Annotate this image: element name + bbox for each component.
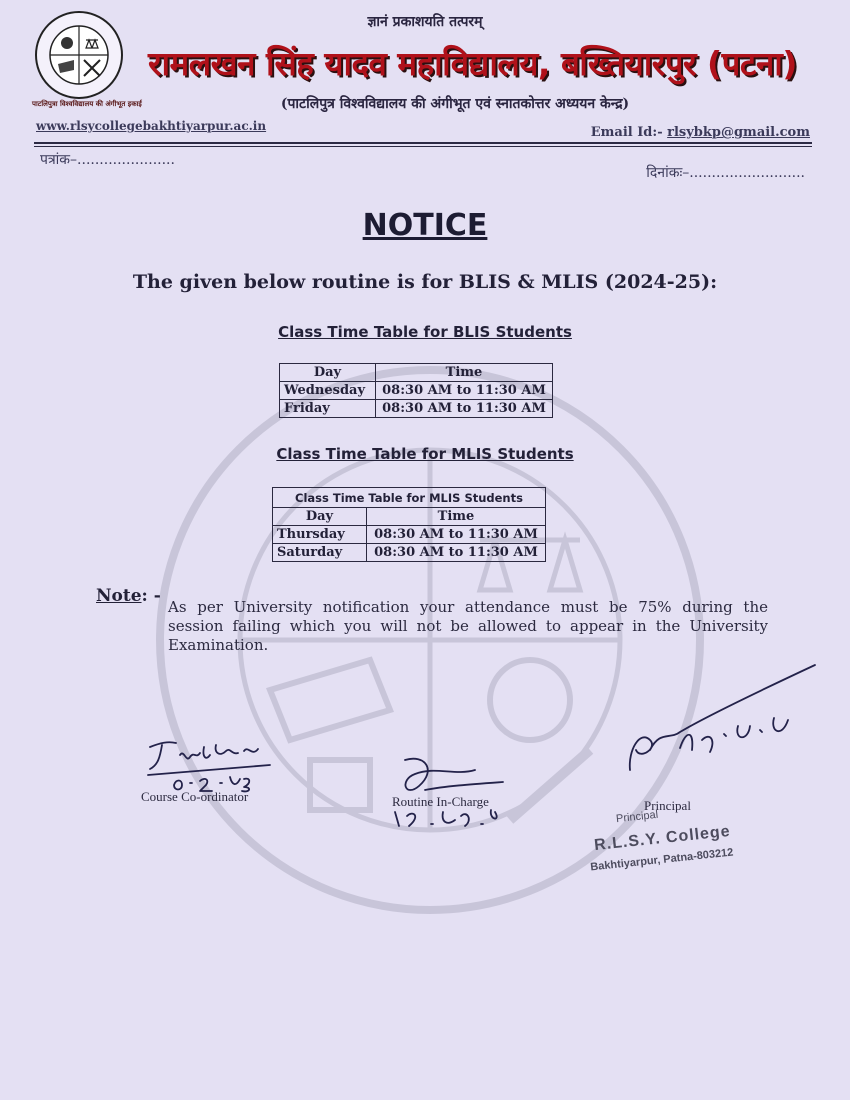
- college-motto: ज्ञानं प्रकाशयति तत्परम्: [367, 14, 483, 30]
- college-name: रामलखन सिंह यादव महाविद्यालय, बख्तियारपुर (पटना): [148, 44, 797, 83]
- table-header-row: [273, 508, 546, 526]
- principal-signature: [620, 660, 820, 780]
- routine-incharge-signature: [385, 750, 515, 835]
- coordinator-signature: [140, 735, 290, 795]
- col-day-header: Day: [273, 508, 367, 526]
- table-row: [273, 526, 546, 544]
- table-caption: Class Time Table for MLIS Students: [273, 488, 546, 508]
- principal-label: Principal: [644, 798, 691, 813]
- time-cell: 08:30 AM to 11:30 AM: [376, 382, 553, 400]
- stamp-line-3: Bakhtiyarpur, Patna-803212: [589, 846, 734, 874]
- time-cell: 08:30 AM to 11:30 AM: [376, 400, 553, 418]
- email-link[interactable]: rlsybkp@gmail.com: [667, 125, 810, 140]
- header-rule-thin: [34, 146, 812, 147]
- table-row: [280, 400, 553, 418]
- time-cell: 08:30 AM to 11:30 AM: [367, 526, 546, 544]
- affiliation-line: (पाटलिपुत्र विश्वविद्यालय की अंगीभूत एवं स्नातकोत्तर अध्ययन केन्द्र): [280, 96, 630, 112]
- mlis-heading: Class Time Table for MLIS Students: [276, 445, 574, 463]
- note-text: As per University notification your attendance must be 75% during the session failing which you will not be allowed to appear in the University Examination.: [168, 598, 768, 654]
- col-day-header: Day: [280, 364, 376, 382]
- day-cell: Saturday: [273, 544, 367, 562]
- header-rule: [34, 142, 812, 144]
- email-row: [591, 125, 810, 140]
- logo-caption: पाटलिपुत्रा विश्वविद्यालय की अंगीभूत इकाई: [32, 99, 142, 108]
- col-time-header: Time: [367, 508, 546, 526]
- stamp-line-1: Principal: [615, 808, 659, 826]
- stamp-line-2: R.L.S.Y. College: [593, 822, 732, 855]
- blis-timetable: [279, 363, 553, 418]
- note-label-row: [96, 586, 161, 606]
- website-link[interactable]: www.rlsycollegebakhtiyarpur.ac.in: [36, 119, 267, 133]
- day-cell: Friday: [280, 400, 376, 418]
- notice-title: NOTICE: [362, 208, 488, 243]
- routine-incharge-label: Routine In-Charge: [392, 794, 489, 809]
- day-cell: Thursday: [273, 526, 367, 544]
- blis-heading: Class Time Table for BLIS Students: [278, 323, 572, 341]
- table-header-row: [280, 364, 553, 382]
- col-time-header: Time: [376, 364, 553, 382]
- table-row: [280, 382, 553, 400]
- note-label: Note: [96, 586, 142, 606]
- note-separator: : -: [141, 586, 161, 606]
- date-line: दिनांकः–..........................: [646, 165, 805, 181]
- reference-number: पत्रांक–......................: [40, 152, 175, 168]
- notice-intro: The given below routine is for BLIS & MLIS (2024-25):: [132, 271, 718, 293]
- table-row: [273, 544, 546, 562]
- day-cell: Wednesday: [280, 382, 376, 400]
- email-label: Email Id:-: [590, 125, 668, 140]
- time-cell: 08:30 AM to 11:30 AM: [367, 544, 546, 562]
- coordinator-label: Course Co-ordinator: [141, 789, 249, 804]
- table-caption-row: [273, 488, 546, 508]
- mlis-timetable: [272, 487, 546, 562]
